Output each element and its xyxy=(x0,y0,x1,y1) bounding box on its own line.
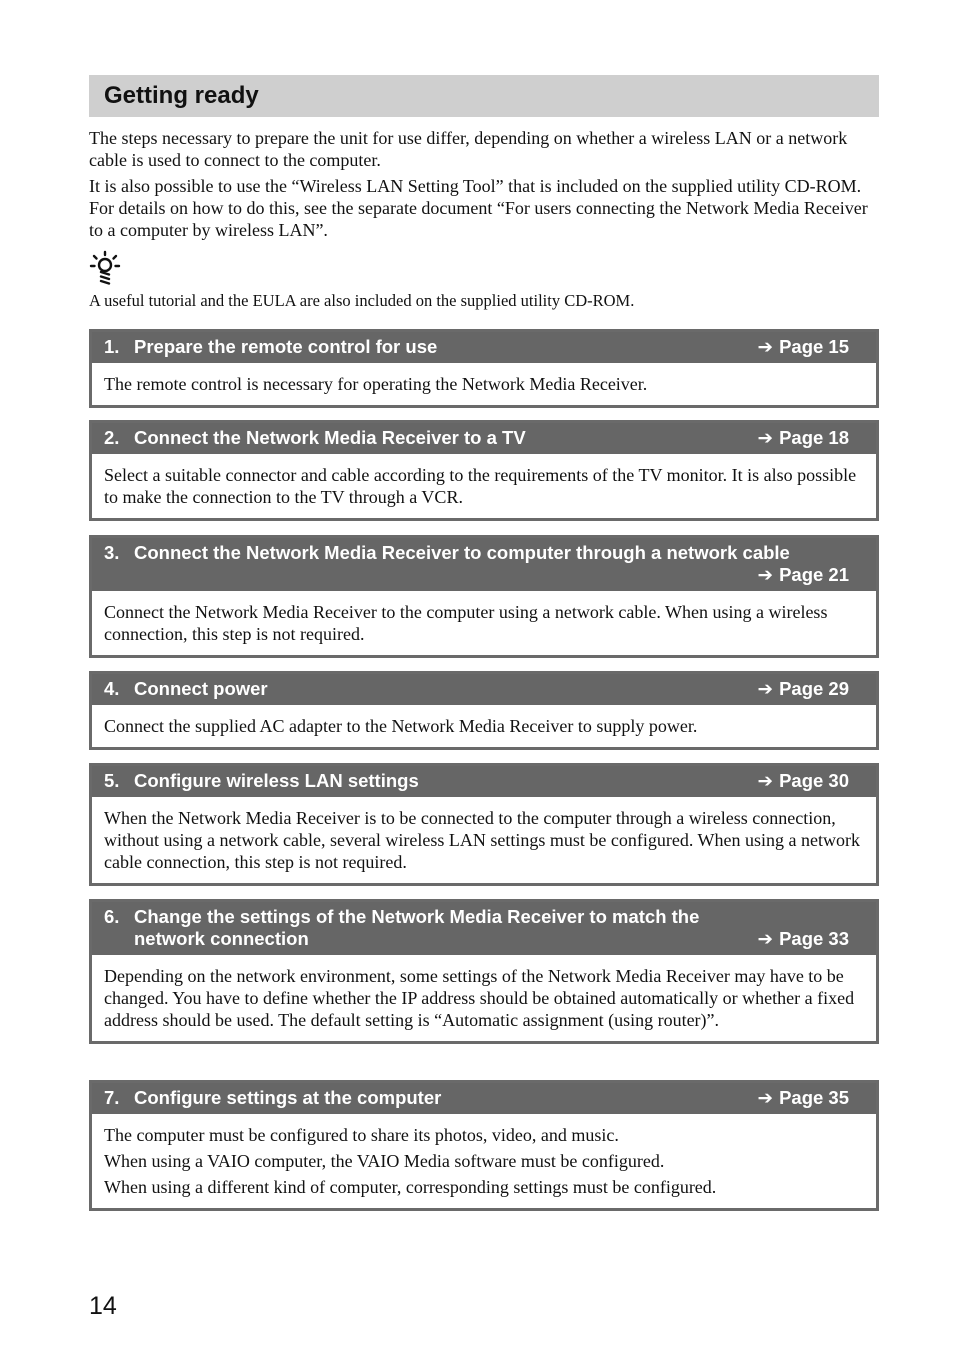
page-reference xyxy=(758,564,849,586)
step-title: Change the settings of the Network Media Receiver to match the network connection xyxy=(134,906,700,949)
step-description: When using a different kind of computer, corresponding settings must be configured. xyxy=(104,1177,717,1197)
arrow-right-icon: ➔ xyxy=(757,928,774,949)
hint-text: A useful tutorial and the EULA are also included on the supplied utility CD-ROM. xyxy=(89,291,635,310)
step-title: Connect power xyxy=(134,678,268,699)
arrow-right-icon: ➔ xyxy=(757,770,774,791)
step-header xyxy=(92,674,876,705)
step-header xyxy=(92,423,876,454)
page-title: Getting ready xyxy=(104,82,259,109)
step-title: Connect the Network Media Receiver to computer through a network cable xyxy=(134,542,790,563)
page-number: 14 xyxy=(89,1292,117,1320)
page-reference xyxy=(758,678,849,700)
step-header xyxy=(92,332,876,363)
step-description: Connect the Network Media Receiver to the computer using a network cable. When using a wireless connection, this step is not required. xyxy=(104,602,828,644)
intro-text xyxy=(89,127,879,245)
step-title: Configure wireless LAN settings xyxy=(134,770,419,791)
page-reference xyxy=(758,1087,849,1109)
step-number: 3. xyxy=(104,542,120,563)
page-title-bar xyxy=(89,75,879,117)
step-number: 2. xyxy=(104,427,120,448)
page-reference xyxy=(758,770,849,792)
step-number: 1. xyxy=(104,336,120,357)
page-reference-label: Page 29 xyxy=(779,678,849,699)
step-body xyxy=(92,1114,876,1208)
arrow-right-icon: ➔ xyxy=(757,336,774,357)
step-body xyxy=(92,705,876,747)
step-body xyxy=(92,955,876,1041)
step-title: Configure settings at the computer xyxy=(134,1087,442,1108)
step-card xyxy=(89,535,879,658)
step-number: 7. xyxy=(104,1087,120,1108)
step-body xyxy=(92,363,876,405)
step-title: Prepare the remote control for use xyxy=(134,336,438,357)
step-description: When using a VAIO computer, the VAIO Media software must be configured. xyxy=(104,1151,665,1171)
page-reference xyxy=(758,928,849,950)
step-number: 4. xyxy=(104,678,120,699)
arrow-right-icon: ➔ xyxy=(757,427,774,448)
step-card xyxy=(89,1080,879,1211)
step-body xyxy=(92,797,876,883)
arrow-right-icon: ➔ xyxy=(757,1087,774,1108)
step-card xyxy=(89,671,879,750)
step-header xyxy=(92,538,876,591)
page-reference-label: Page 35 xyxy=(779,1087,849,1108)
step-description: The computer must be configured to share its photos, video, and music. xyxy=(104,1125,619,1145)
step-description: Select a suitable connector and cable according to the requirements of the TV monitor. It is also possible to make the connection to the TV through a VCR. xyxy=(104,465,857,507)
step-body xyxy=(92,591,876,655)
step-card xyxy=(89,763,879,886)
step-description: When the Network Media Receiver is to be connected to the computer through a wireless connection, without using a network cable, several wireless LAN settings must be configured. When using a network cable connection, this step is not required. xyxy=(104,808,860,872)
intro-paragraph: It is also possible to use the “Wireless LAN Setting Tool” that is included on the supplied utility CD-ROM. For details on how to do this, see the separate document “For users connecting the Network Media Receiver to a computer by wireless LAN”. xyxy=(89,176,868,240)
step-card xyxy=(89,899,879,1044)
page-reference xyxy=(758,427,849,449)
page-reference-label: Page 18 xyxy=(779,427,849,448)
lightbulb-hint-icon xyxy=(89,250,125,286)
step-card xyxy=(89,329,879,408)
step-header xyxy=(92,902,876,955)
arrow-right-icon: ➔ xyxy=(757,678,774,699)
step-card xyxy=(89,420,879,521)
page-reference-label: Page 30 xyxy=(779,770,849,791)
step-description: Depending on the network environment, some settings of the Network Media Receiver may have to be changed. You have to define whether the IP address should be obtained automatically or whether a fixed address should be used. The default setting is “Automatic assignment (using router)”. xyxy=(104,966,855,1030)
page-reference xyxy=(758,336,849,358)
arrow-right-icon: ➔ xyxy=(757,564,774,585)
step-header xyxy=(92,1083,876,1114)
step-body xyxy=(92,454,876,518)
step-number: 6. xyxy=(104,906,120,927)
page-reference-label: Page 21 xyxy=(779,564,849,585)
intro-paragraph: The steps necessary to prepare the unit for use differ, depending on whether a wireless LAN or a network cable is used to connect to the computer. xyxy=(89,128,848,170)
step-description: Connect the supplied AC adapter to the Network Media Receiver to supply power. xyxy=(104,716,698,736)
step-description: The remote control is necessary for operating the Network Media Receiver. xyxy=(104,374,648,394)
step-header xyxy=(92,766,876,797)
step-title: Connect the Network Media Receiver to a TV xyxy=(134,427,526,448)
page-reference-label: Page 15 xyxy=(779,336,849,357)
step-number: 5. xyxy=(104,770,120,791)
page-reference-label: Page 33 xyxy=(779,928,849,949)
